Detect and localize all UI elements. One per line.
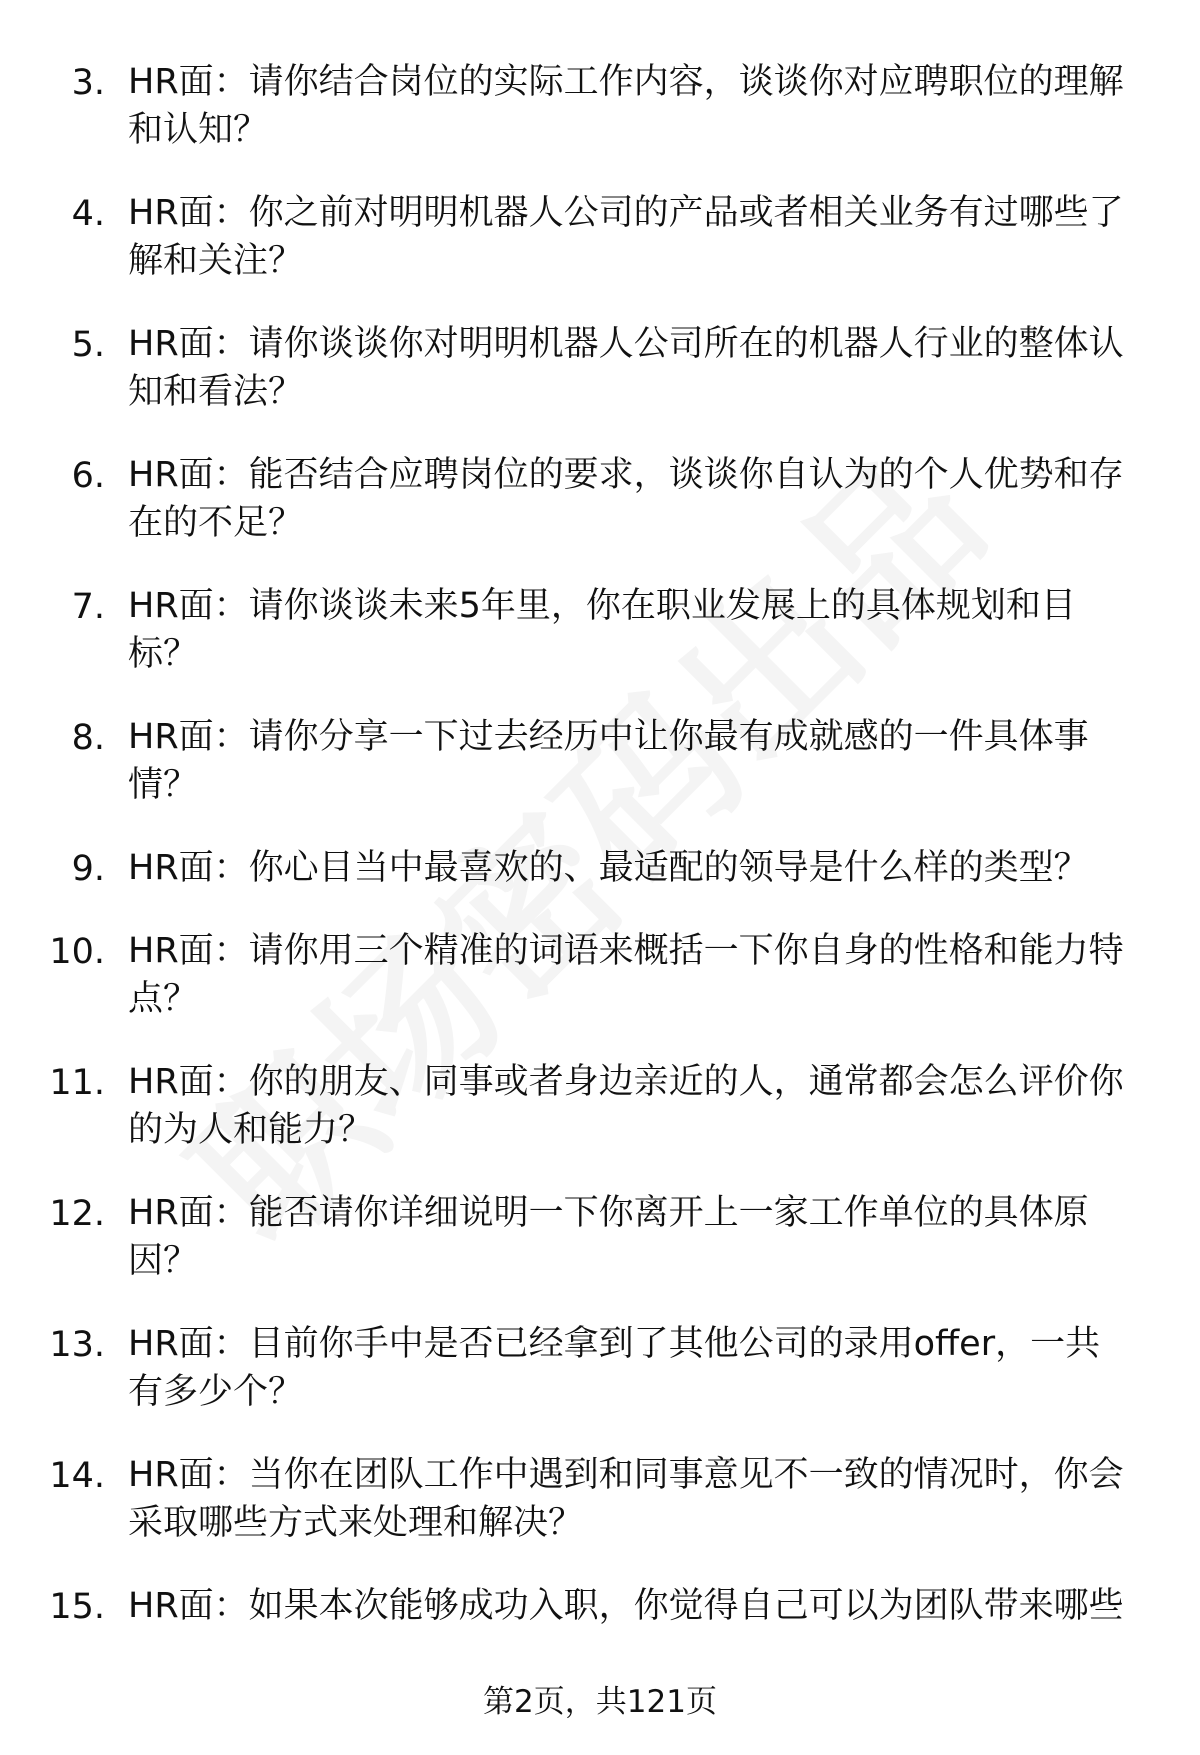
question-line: HR面：你的朋友、同事或者身边亲近的人，通常都会怎么评价你: [128, 1062, 1124, 1102]
page-footer: 第2页，共121页: [483, 1684, 717, 1720]
question-line: HR面：你心目当中最喜欢的、最适配的领导是什么样的类型？: [128, 848, 1089, 888]
question-text: [128, 189, 1173, 285]
question-number: 10.: [49, 932, 105, 972]
question-text: [128, 844, 1173, 892]
question-text: [128, 1058, 1173, 1154]
question-item-12: [0, 1189, 1200, 1320]
question-number: 4.: [71, 194, 105, 234]
question-item-11: [0, 1058, 1200, 1189]
question-item-4: [0, 189, 1200, 320]
question-number: 15.: [49, 1587, 105, 1627]
question-item-3: [0, 58, 1200, 189]
question-number: 9.: [71, 849, 105, 889]
question-line: HR面：请你用三个精准的词语来概括一下你自身的性格和能力特: [128, 931, 1124, 971]
question-line: 知和看法？: [128, 372, 304, 412]
question-number: 6.: [71, 456, 105, 496]
question-line: HR面：请你谈谈未来5年里，你在职业发展上的具体规划和目: [128, 586, 1076, 626]
question-line: HR面：请你结合岗位的实际工作内容，谈谈你对应聘职位的理解: [128, 62, 1124, 102]
question-line: HR面：请你分享一下过去经历中让你最有成就感的一件具体事: [128, 717, 1089, 757]
question-number: 8.: [71, 718, 105, 758]
question-item-13: [0, 1320, 1200, 1451]
question-list: [0, 58, 1200, 1665]
question-line: 标？: [128, 634, 199, 674]
question-line: 的为人和能力？: [128, 1110, 374, 1150]
question-line: 采取哪些方式来处理和解决？: [128, 1503, 584, 1543]
question-text: [128, 320, 1173, 416]
question-line: 和认知？: [128, 110, 269, 150]
question-line: HR面：你之前对明明机器人公司的产品或者相关业务有过哪些了: [128, 193, 1124, 233]
question-number: 14.: [49, 1456, 105, 1496]
question-item-10: [0, 927, 1200, 1058]
question-number: 3.: [71, 63, 105, 103]
question-item-7: [0, 582, 1200, 713]
question-item-5: [0, 320, 1200, 451]
question-text: [128, 58, 1173, 154]
question-line: 解和关注？: [128, 241, 304, 281]
question-line: HR面：请你谈谈你对明明机器人公司所在的机器人行业的整体认: [128, 324, 1124, 364]
question-line: HR面：目前你手中是否已经拿到了其他公司的录用offer，一共: [128, 1324, 1101, 1364]
question-text: [128, 1582, 1173, 1630]
question-number: 7.: [71, 587, 105, 627]
question-line: 有多少个？: [128, 1372, 304, 1412]
question-text: [128, 713, 1173, 809]
question-text: [128, 927, 1173, 1023]
question-item-8: [0, 713, 1200, 844]
question-text: [128, 1451, 1173, 1547]
question-item-6: [0, 451, 1200, 582]
question-line: 在的不足？: [128, 503, 304, 543]
question-item-14: [0, 1451, 1200, 1582]
question-line: 因？: [128, 1241, 199, 1281]
question-number: 13.: [49, 1325, 105, 1365]
question-number: 12.: [49, 1194, 105, 1234]
question-number: 5.: [71, 325, 105, 365]
question-line: HR面：能否结合应聘岗位的要求，谈谈你自认为的个人优势和存: [128, 455, 1124, 495]
question-text: [128, 451, 1173, 547]
question-line: HR面：如果本次能够成功入职，你觉得自己可以为团队带来哪些: [128, 1586, 1124, 1626]
question-line: HR面：当你在团队工作中遇到和同事意见不一致的情况时，你会: [128, 1455, 1124, 1495]
question-line: HR面：能否请你详细说明一下你离开上一家工作单位的具体原: [128, 1193, 1089, 1233]
question-text: [128, 1320, 1173, 1416]
question-item-9: [0, 844, 1200, 927]
question-number: 11.: [49, 1063, 105, 1103]
question-line: 情？: [128, 765, 199, 805]
question-line: 点？: [128, 979, 199, 1019]
question-item-15: [0, 1582, 1200, 1665]
question-text: [128, 1189, 1173, 1285]
question-text: [128, 582, 1173, 678]
